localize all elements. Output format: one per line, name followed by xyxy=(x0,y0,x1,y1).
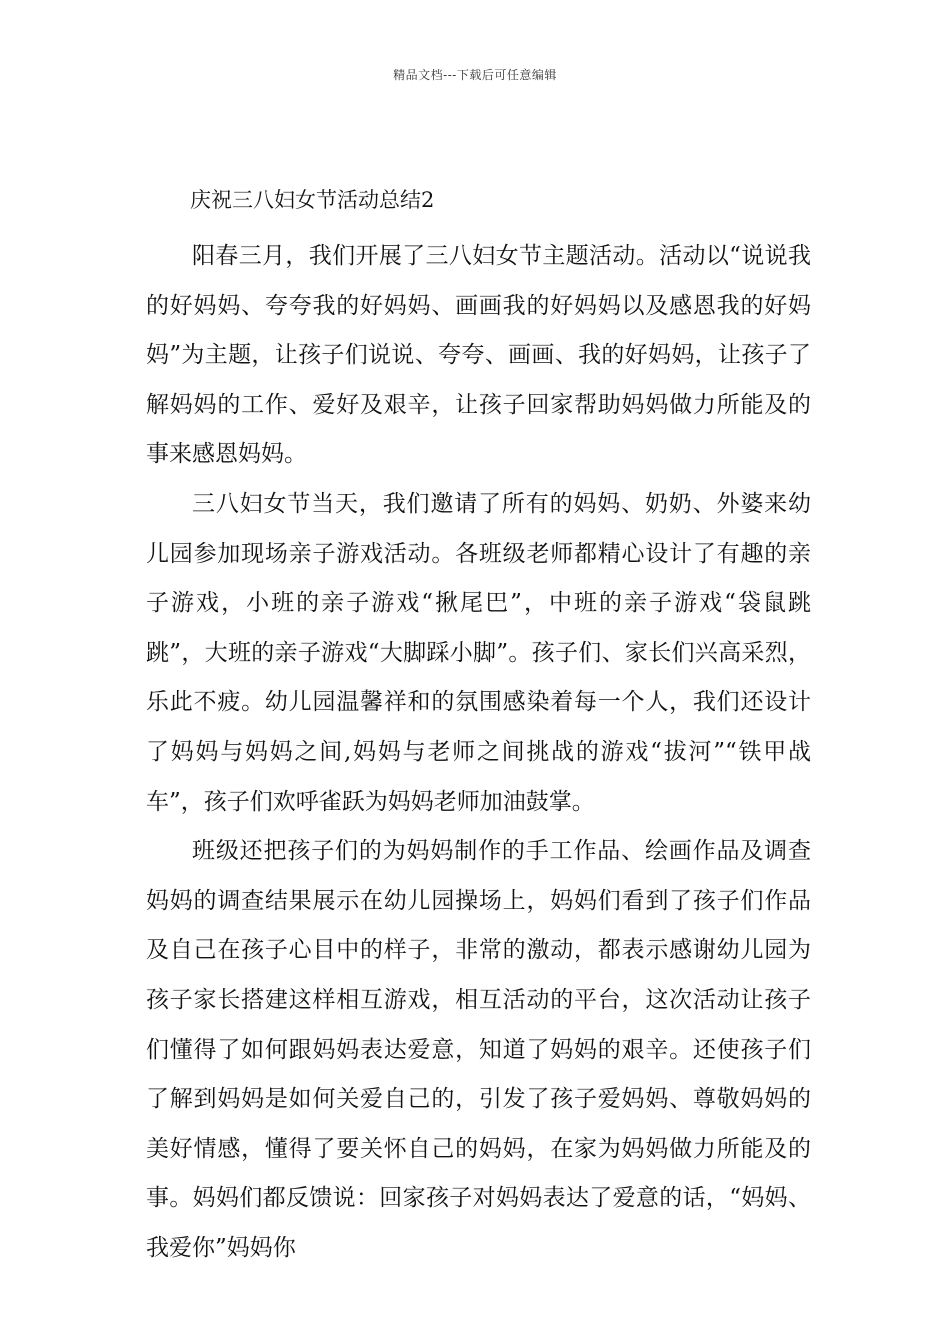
paragraph-2: 三八妇女节当天，我们邀请了所有的妈妈、奶奶、外婆来幼儿园参加现场亲子游戏活动。各班级老师都精心设计了有趣的亲子游戏，小班的亲子游戏“揪尾巴”，中班的亲子游戏“袋鼠跳跳”，大班的亲子游戏“大脚踩小脚”。孩子们、家长们兴高采烈，乐此不疲。幼儿园温馨祥和的氛围感染着每一个人，我们还设计了妈妈与妈妈之间,妈妈与老师之间挑战的游戏“拔河”“铁甲战车”，孩子们欢呼雀跃为妈妈老师加油鼓掌。 xyxy=(146,490,811,815)
document-title: 庆祝三八妇女节活动总结2 xyxy=(190,188,435,212)
paragraph-3: 班级还把孩子们的为妈妈制作的手工作品、绘画作品及调查妈妈的调查结果展示在幼儿园操场上，妈妈们看到了孩子们作品及自己在孩子心目中的样子，非常的激动，都表示感谢幼儿园为孩子家长搭建这样相互游戏，相互活动的平台，这次活动让孩子们懂得了如何跟妈妈表达爱意，知道了妈妈的艰辛。还使孩子们了解到妈妈是如何关爱自己的，引发了孩子爱妈妈、尊敬妈妈的美好情感，懂得了要关怀自己的妈妈，在家为妈妈做力所能及的事。妈妈们都反馈说：回家孩子对妈妈表达了爱意的话，“妈妈、我爱你”妈妈你 xyxy=(146,838,811,1261)
page-header: 精品文档---下载后可任意编辑 xyxy=(393,68,557,82)
document-body xyxy=(146,232,811,1273)
paragraph-1: 阳春三月，我们开展了三八妇女节主题活动。活动以“说说我的好妈妈、夸夸我的好妈妈、画画我的好妈妈以及感恩我的好妈妈”为主题，让孩子们说说、夸夸、画画、我的好妈妈，让孩子了解妈妈的工作、爱好及艰辛，让孩子回家帮助妈妈做力所能及的事来感恩妈妈。 xyxy=(146,243,811,468)
